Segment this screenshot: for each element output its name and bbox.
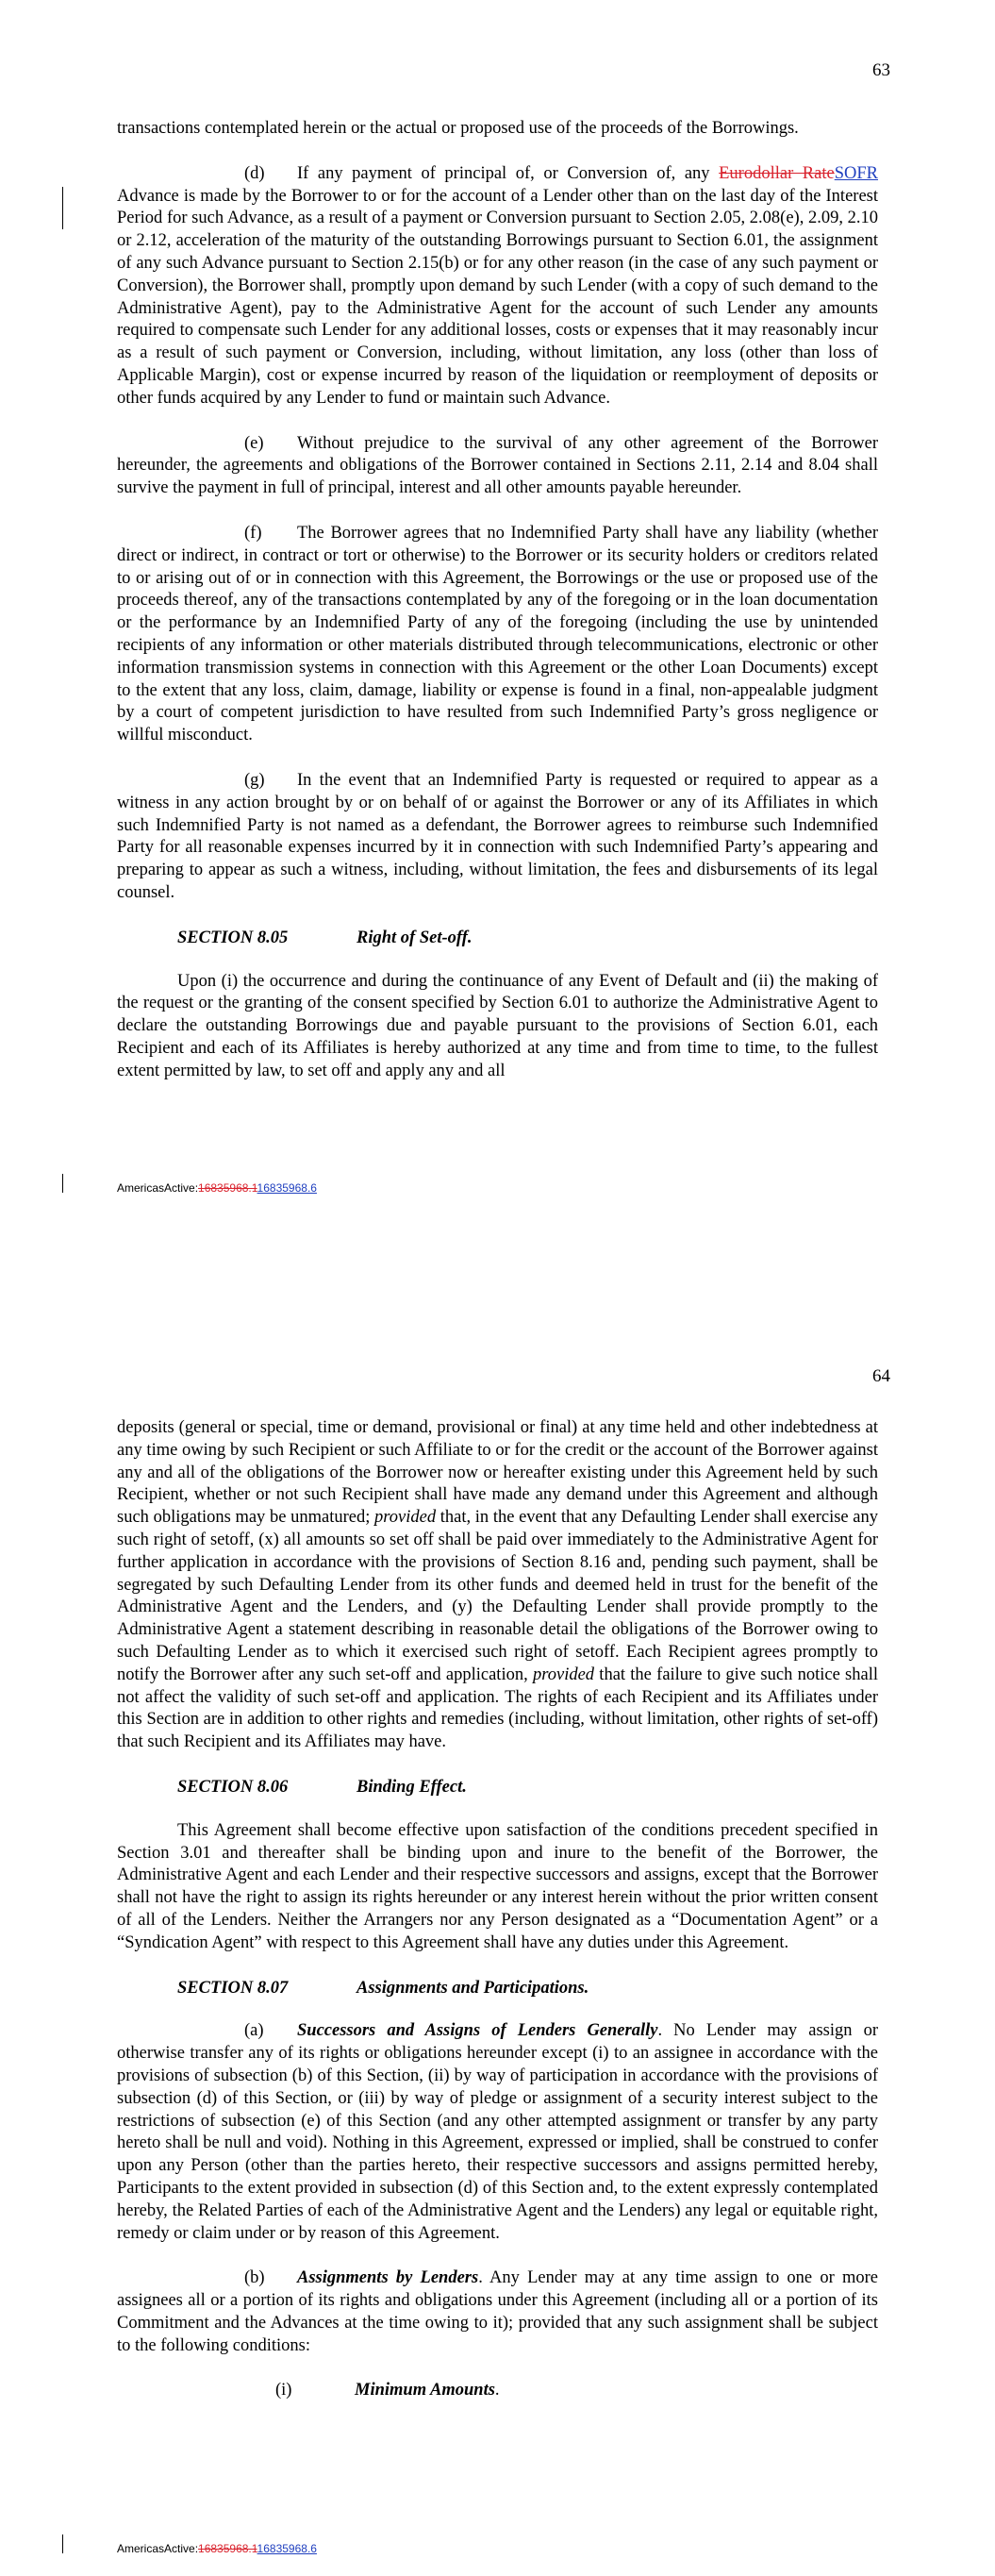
page-body — [117, 1417, 878, 2425]
paragraph-8-07-b: (b) Assignments by Lenders. Any Lender may at any time assign to one or more assignees all or a portion of its rights and obligations under this Agreement (including all or a portion of its Commitment and the Advances at the time owing to it); provided that any such assignment shall be subject to the following conditions: — [117, 2268, 878, 2355]
inserted-doc-id: 16835968.6 — [257, 2542, 317, 2555]
section-heading-8-06: SECTION 8.06 Binding Effect. — [177, 1777, 467, 1797]
section-heading-8-05: SECTION 8.05 Right of Set-off. — [177, 928, 473, 947]
change-bar — [62, 187, 63, 229]
paragraph-8-04-g: (g) In the event that an Indemnified Party is requested or required to appear as a witness in any action brought by or on behalf of or against the Borrower or any of its Affiliates in which such Indemnified Party is not named as a defendant, the Borrower agrees to reimburse such Indemnified Party for all reasonable expenses incurred by it in connection with such Indemnified Party’s appearing and preparing to appear as such a witness, including, without limitation, the fees and disbursements of its legal counsel. — [117, 770, 878, 902]
section-heading-8-07: SECTION 8.07 Assignments and Participations. — [177, 1978, 589, 1998]
change-bar — [62, 1174, 63, 1193]
document-footer: AmericasActive:16835968.116835968.6 — [117, 1181, 317, 1195]
paragraph-8-04-f: (f) The Borrower agrees that no Indemnified Party shall have any liability (whether direct or indirect, in contract or tort or otherwise) to the Borrower or its security holders or creditors related to or arising out of or in connection with this Agreement, the Borrowings or the use or proposed use of the proceeds thereof, any of the transactions contemplated by any of the foregoing or in the loan documentation or the performance by an Indemnified Party of any of the foregoing (including the use by unintended recipients of any information or other materials distributed through telecommunications, electronic or other information transmission systems in connection with this Agreement or the other Loan Documents) except to the extent that any loss, claim, damage, liability or expense is found in a final, non-appealable judgment by a court of competent jurisdiction to have resulted from such Indemnified Party’s gross negligence or willful misconduct. — [117, 523, 878, 745]
paragraph-8-06: This Agreement shall become effective upon satisfaction of the conditions precedent specified in Section 3.01 and thereafter shall be binding upon and inure to the benefit of the Borrower, the Administrative Agent and each Lender and their respective successors and assigns, except that the Borrower shall not have the right to assign its rights hereunder or any interest herein without the prior written consent of all of the Lenders. Neither the Arrangers nor any Person designated as a “Documentation Agent” or a “Syndication Agent” with respect to this Agreement shall have any duties under this Agreement. — [117, 1820, 878, 1952]
change-bar — [62, 2534, 63, 2553]
inserted-doc-id: 16835968.6 — [257, 1181, 317, 1195]
paragraph-8-07-b-i: (i) Minimum Amounts. — [275, 2381, 500, 2400]
deleted-doc-id: 16835968.1 — [198, 1181, 257, 1195]
page-body — [117, 118, 878, 1105]
deleted-doc-id: 16835968.1 — [198, 2542, 257, 2555]
paragraph-8-04-d: (d) If any payment of principal of, or Conversion of, any Eurodollar RateSOFR Advance is made by the Borrower to or for the account of a Lender other than on the last day of the Interest Period for such Advance, as a result of a payment or Conversion pursuant to Section 2.05, 2.08(e), 2.09, 2.10 or 2.12, acceleration of the maturity of the outstanding Borrowings pursuant to Section 6.01, the assignment of any such Advance pursuant to Section 2.15(b) or for any other reason (in the case of any such payment or Conversion), the Borrower shall, promptly upon demand by such Lender (with a copy of such demand to the Administrative Agent), pay to the Administrative Agent for the account of such Lender any amounts required to compensate such Lender for any additional losses, costs or expenses that it may reasonably incur as a result of such payment or Conversion, including, without limitation, any loss (other than loss of Applicable Margin), cost or expense incurred by reason of the liquidation or reemployment of deposits or other funds acquired by any Lender to fund or maintain such Advance. — [117, 163, 878, 408]
paragraph-8-04-e: (e) Without prejudice to the survival of any other agreement of the Borrower hereunder, the agreements and obligations of the Borrower contained in Sections 2.11, 2.14 and 8.04 shall survive the payment in full of principal, interest and all other amounts payable hereunder. — [117, 433, 878, 498]
continued-paragraph: transactions contemplated herein or the actual or proposed use of the proceeds of the Borrowings. — [117, 119, 799, 138]
page-number: 63 — [872, 60, 890, 80]
document-footer: AmericasActive:16835968.116835968.6 — [117, 2542, 317, 2555]
paragraph-8-05: Upon (i) the occurrence and during the continuance of any Event of Default and (ii) the making of the request or the granting of the consent specified by Section 6.01 to authorize the Administrative Agent to declare the outstanding Borrowings due and payable pursuant to the provisions of Section 6.01, each Recipient and each of its Affiliates is hereby authorized at any time and from time to time, to the fullest extent permitted by law, to set off and apply any and all — [117, 971, 878, 1080]
page-number: 64 — [872, 1366, 890, 1386]
page-64 — [0, 1293, 995, 2576]
continued-paragraph: deposits (general or special, time or demand, provisional or final) at any time held and other indebtedness at any time owing by such Recipient or such Affiliate to or for the credit or the account of the Borrower against any and all of the obligations of the Borrower now or hereafter existing under this Agreement held by such Recipient, whether or not such Recipient shall have made any demand under this Agreement and although such obligations may be unmatured; provided that, in the event that any Defaulting Lender shall exercise any such right of setoff, (x) all amounts so set off shall be paid over immediately to the Administrative Agent for further application in accordance with the provisions of Section 8.16 and, pending such payment, shall be segregated by such Defaulting Lender from its other funds and deemed held in trust for the benefit of the Administrative Agent and the Lenders, and (y) the Defaulting Lender shall provide promptly to the Administrative Agent a statement describing in reasonable detail the obligations of the Borrower owing to such Defaulting Lender as to which it exercised such right of setoff. Each Recipient agrees promptly to notify the Borrower after any such set-off and application, provided that the failure to give such notice shall not affect the validity of such set-off and application. The rights of each Recipient and its Affiliates under this Section are in addition to other rights and remedies (including, without limitation, other rights of set-off) that such Recipient and its Affiliates may have. — [117, 1418, 878, 1752]
deleted-text: Eurodollar Rate — [719, 163, 835, 183]
paragraph-8-07-a: (a) Successors and Assigns of Lenders Generally. No Lender may assign or otherwise transfer any of its rights or obligations hereunder except (i) to an assignee in accordance with the provisions of subsection (b) of this Section, (ii) by way of participation in accordance with the provisions of subsection (d) of this Section, or (iii) by way of pledge or assignment of a security interest subject to the restrictions of subsection (e) of this Section (and any other attempted assignment or transfer by any party hereto shall be null and void). Nothing in this Agreement, expressed or implied, shall be construed to confer upon any Person (other than the parties hereto, their respective successors and assigns permitted hereby, Participants to the extent provided in subsection (d) of this Section and, to the extent expressly contemplated hereby, the Related Parties of each of the Administrative Agent and the Lenders) any legal or equitable right, remedy or claim under or by reason of this Agreement. — [117, 2021, 878, 2243]
inserted-text: SOFR — [834, 163, 878, 183]
